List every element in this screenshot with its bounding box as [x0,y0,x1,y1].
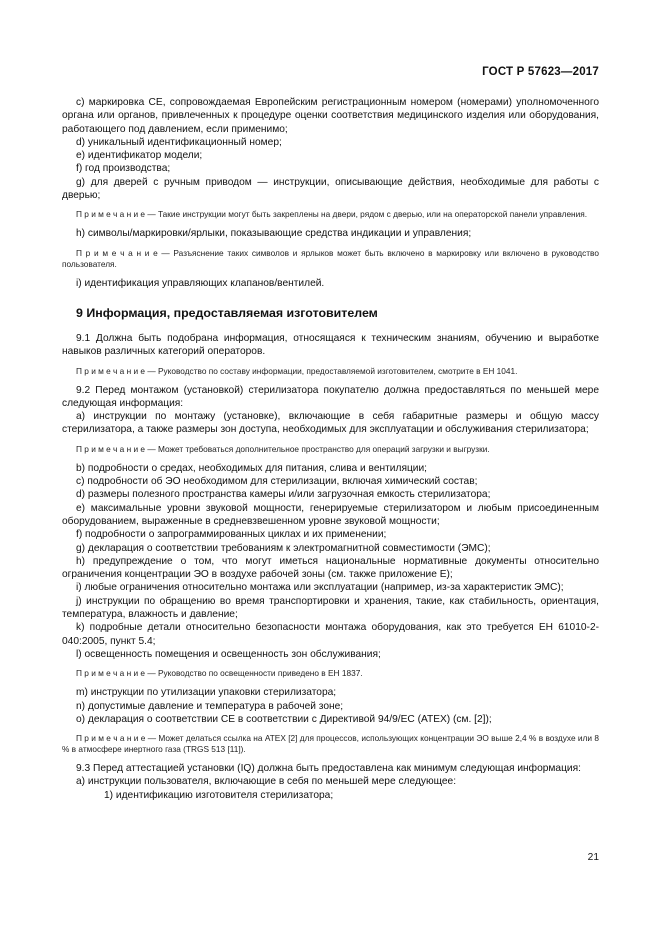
note: П р и м е ч а н и е — Такие инструкции могут быть закреплены на двери, рядом с дверью, или на операторской панели управления. [76,209,588,220]
paragraph-9-1: 9.1 Должна быть подобрана информация, относящаяся к техническим знаниям, обучению и выработке навыков различных категорий операторов. [62,332,599,358]
list-item: c) маркировка СЕ, сопровождаемая Европейским регистрационным номером (номерами) уполномоченного органа или органов, привлеченных к процедуре оценки соответствия медицинского изделия или оборудования, работающего под давлением, если применимо; [62,97,599,135]
note: П р и м е ч а н и е — Руководство по освещенности приведено в ЕН 1837. [76,668,363,679]
list-item: 1) идентификацию изготовителя стерилизатора; [104,789,334,801]
page-content [62,96,599,802]
list-item: j) инструкции по обращению во время транспортировки и хранения, такие, как стабильность, ориентация, температура, влажность и давление; [62,595,599,621]
page-number: 21 [587,852,599,863]
list-item: c) подробности об ЭО необходимом для стерилизации, включая химический состав; [76,476,478,488]
paragraph-9-2: 9.2 Перед монтажом (установкой) стерилизатора покупателю должна предоставляться по меньшей мере следующая информация: [62,384,599,409]
list-item: m) инструкции по утилизации упаковки стерилизатора; [76,687,337,699]
list-item: h) символы/маркировки/ярлыки, показывающие средства индикации и управления; [76,228,472,240]
list-item: g) декларация о соответствии требованиям к электромагнитной совместимости (ЭМС); [76,542,491,554]
note: П р и м е ч а н и е — Разъяснение таких символов и ярлыков может быть включено в маркировку или включено в руководство пользователя. [62,247,599,269]
list-item: l) освещенность помещения и освещенность зон обслуживания; [76,648,381,660]
note: П р и м е ч а н и е — Может делаться ссылка на АТЕХ [2] для процессов, использующих концентрации ЭО выше 2,4 % в воздухе или 8 % в атмосфере инертного газа (TRGS 513 [11]). [62,733,599,755]
list-item: d) уникальный идентификационный номер; [76,136,282,148]
paragraph-9-3: 9.3 Перед аттестацией установки (IQ) должна быть предоставлена как минимум следующая информация: [76,763,581,775]
note: П р и м е ч а н и е — Руководство по составу информации, предоставляемой изготовителем, смотрите в ЕН 1041. [76,365,518,376]
list-item: n) допустимые давление и температура в рабочей зоне; [76,700,344,712]
list-item: e) идентификатор модели; [76,150,203,162]
list-item: o) декларация о соответствии СЕ в соответствии с Директивой 94/9/ЕС (АТЕХ) (см. [2]); [76,713,492,725]
list-item: h) предупреждение о том, что могут иметься национальные нормативные документы относительно ограничения концентрации ЭО в воздухе рабочей зоны (см. также приложение Е); [62,555,599,581]
section-title: 9 Информация, предоставляемая изготовителем [76,305,378,320]
list-item: d) размеры полезного пространства камеры и/или загрузочная емкость стерилизатора; [76,489,491,501]
list-item: i) любые ограничения относительно монтажа или эксплуатации (например, из-за характеристик ЭМС); [76,582,564,594]
list-item: a) инструкции пользователя, включающие в себя по меньшей мере следующее: [76,776,457,788]
list-item: b) подробности о средах, необходимых для питания, слива и вентиляции; [76,462,428,474]
list-item: f) год производства; [76,163,171,175]
list-item: g) для дверей с ручным приводом — инструкции, описывающие действия, необходимые для работы с дверью; [62,176,599,202]
list-item: e) максимальные уровни звуковой мощности, генерируемые стерилизатором и любым присоединенным оборудованием, выраженные в средневзвешенном уровне звуковой мощности; [62,502,599,527]
list-item: k) подробные детали относительно безопасности монтажа оборудования, как это требуется ЕН 61010-2-040:2005, пункт 5.4; [62,622,599,647]
note: П р и м е ч а н и е — Может требоваться дополнительное пространство для операций загрузки и выгрузки. [76,443,490,454]
list-item: i) идентификация управляющих клапанов/вентилей. [76,277,325,289]
list-item: f) подробности о запрограммированных циклах и их применении; [76,529,387,541]
standard-header: ГОСТ Р 57623—2017 [482,66,599,78]
list-item: a) инструкции по монтажу (установке), включающие в себя габаритные размеры и общую массу стерилизатора, а также размеры зон доступа, необходимых для эксплуатации и обслуживания стерилизатора; [62,411,599,436]
